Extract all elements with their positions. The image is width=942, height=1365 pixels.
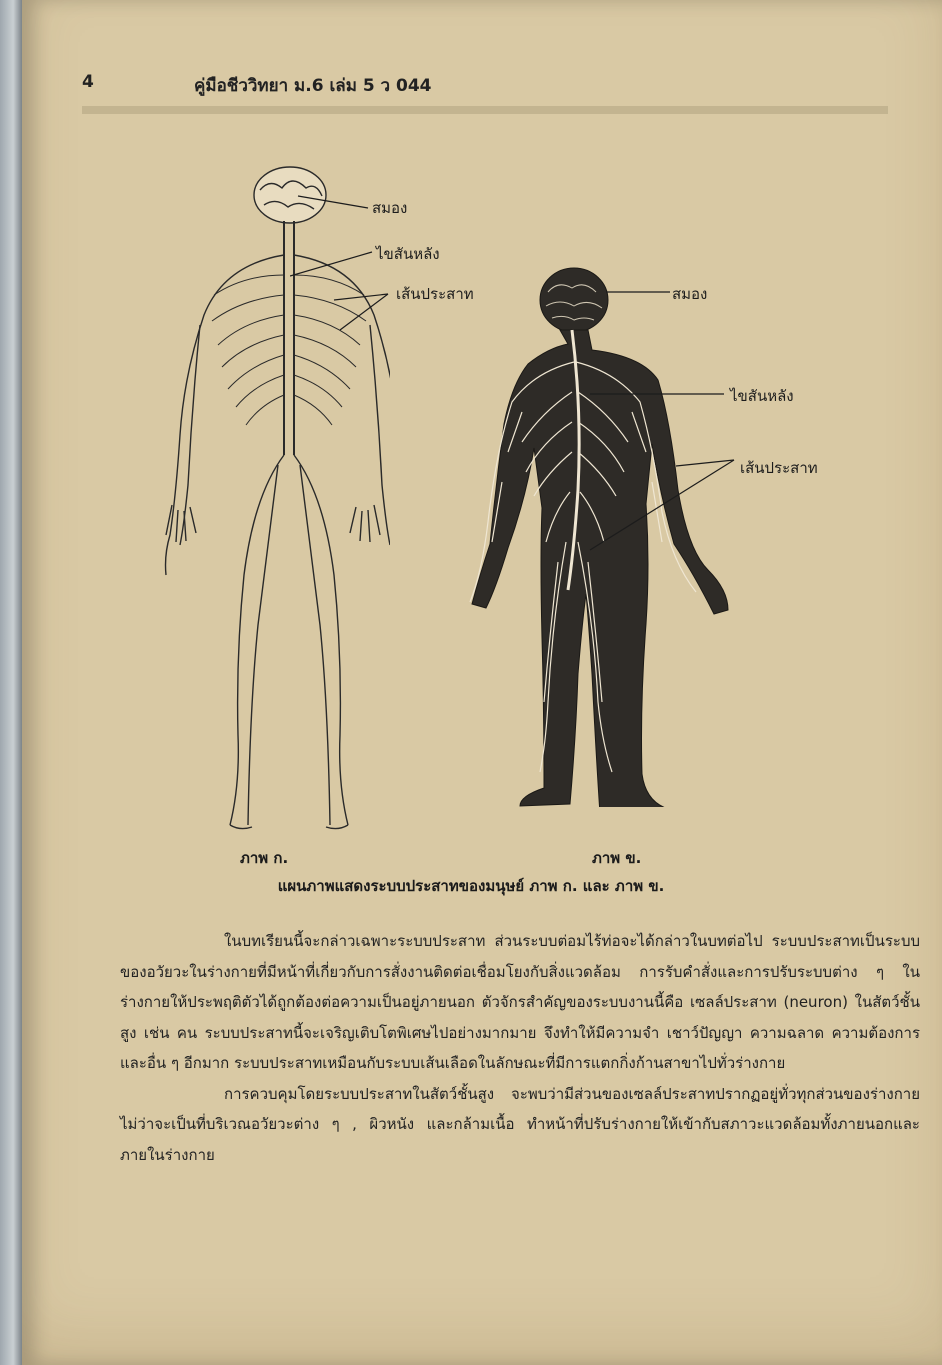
- paragraph-1: ในบทเรียนนี้จะกล่าวเฉพาะระบบประสาท ส่วนระบบต่อมไร้ท่อจะได้กล่าวในบทต่อไป ระบบประสาทเป็นระบบของอวัยวะในร่างกายที่มีหน้าที่เกี่ยวกับการสั่งงานติดต่อเชื่อมโยงกับสิ่งแวดล้อม การรับคำสั่งและการปรับระบบต่าง ๆ ในร่างกายให้ประพฤติตัวได้ถูกต้องต่อความเป็นอยู่ภายนอก ตัวจักรสำคัญของระบบงานนี้คือ เซลล์ประสาท (neuron) ในสัตว์ชั้นสูง เช่น คน ระบบประสาทนี้จะเจริญเติบโตพิเศษไปอย่างมากมาย จึงทำให้มีความจำ เชาว์ปัญญา ความฉลาด ความต้องการ และอื่น ๆ อีกมาก ระบบประสาทเหมือนกับระบบเส้นเลือดในลักษณะที่มีการแตกกิ่งก้านสาขาไปทั่วร่างกาย: [120, 932, 920, 1072]
- header-rule: [82, 106, 888, 114]
- page-number: 4: [82, 72, 94, 92]
- figure-a-caption: ภาพ ก.: [240, 849, 289, 867]
- paragraph-2: การควบคุมโดยระบบประสาทในสัตว์ชั้นสูง จะพบว่ามีส่วนของเซลล์ประสาทปรากฏอยู่ทั่วทุกส่วนของร่างกายไม่ว่าจะเป็นที่บริเวณอวัยวะต่าง ๆ , ผิวหนัง และกล้ามเนื้อ ทำหน้าที่ปรับร่างกายให้เข้ากับสภาวะแวดล้อมทั้งภายนอกและภายในร่างกาย: [120, 1084, 920, 1164]
- figure-a-spinal-cord-label: ไขสันหลัง: [376, 245, 440, 263]
- body-text: [120, 926, 920, 1170]
- figure-b-nerves-label: เส้นประสาท: [740, 459, 818, 477]
- figure-b-caption: ภาพ ข.: [592, 849, 642, 867]
- figure-b-leader-lines: [560, 280, 740, 560]
- book-binding-edge: [0, 0, 22, 1365]
- figure-b-spinal-cord-label: ไขสันหลัง: [730, 387, 794, 405]
- running-header: [82, 72, 882, 98]
- figure-a-nerves-label: เส้นประสาท: [396, 285, 474, 303]
- figure-a-brain-label: สมอง: [372, 199, 408, 217]
- running-title: คู่มือชีววิทยา ม.6 เล่ม 5 ว 044: [194, 76, 432, 96]
- figure-b-brain-label: สมอง: [672, 285, 708, 303]
- figure-title: แผนภาพแสดงระบบประสาทของมนุษย์ ภาพ ก. และ ภาพ ข.: [277, 877, 665, 895]
